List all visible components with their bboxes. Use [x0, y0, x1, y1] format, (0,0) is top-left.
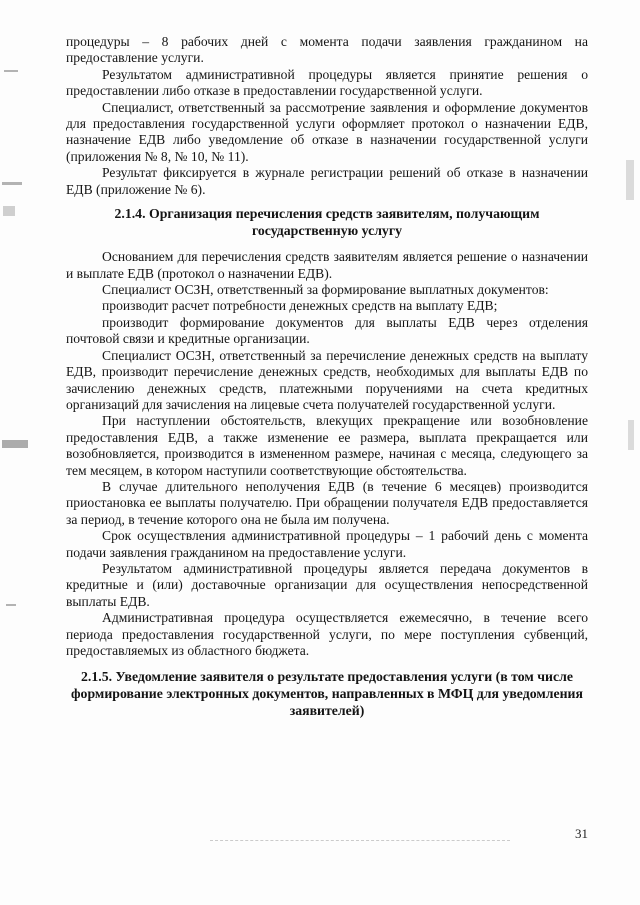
- paragraph: При наступлении обстоятельств, влекущих прекращение или возобновление предоставления ЕДВ, а также изменение ее размера, выплата прекращается или возобновляется, производится в измененном размере, начиная с месяца, следующего за тем месяцем, в котором наступили соответствующие обстоятельства.: [66, 413, 588, 478]
- scan-artifact: [2, 182, 22, 185]
- scan-artifact: [626, 160, 634, 200]
- scan-artifact: [4, 70, 18, 72]
- paragraph: производит формирование документов для выплаты ЕДВ через отделения почтовой связи и кредитные организации.: [66, 314, 588, 347]
- paragraph: Срок осуществления административной процедуры – 1 рабочий день с момента подачи заявления гражданином на предоставление услуги.: [66, 528, 588, 560]
- scan-artifact: [3, 206, 15, 216]
- paragraph: Специалист ОСЗН, ответственный за перечисление денежных средств на выплату ЕДВ, производит перечисление денежных средств, необходимых для выплаты ЕДВ по зачислению денежных средств, платежными поручениями на счета кредитных организаций для зачисления на лицевые счета получателей государственной услуги.: [66, 347, 588, 412]
- paragraph: Результатом административной процедуры является принятие решения о предоставлении либо отказе в предоставлении государственной услуги.: [66, 66, 588, 99]
- section-heading-2-1-5: 2.1.5. Уведомление заявителя о результате предоставления услуги (в том числе формирование электронных документов, направленных в МФЦ для уведомления заявителей): [71, 669, 583, 718]
- paragraph: Результатом административной процедуры является передача документов в кредитные и (или) доставочные организации для осуществления непосредственной выплаты ЕДВ.: [66, 560, 588, 609]
- scan-artifact: [6, 604, 16, 606]
- scan-artifact: [210, 840, 510, 842]
- scan-artifact: [2, 440, 28, 448]
- paragraph: Специалист, ответственный за рассмотрение заявления и оформление документов для предоставления государственной услуги оформляет протокол о назначении ЕДВ, назначение ЕДВ либо уведомление об отказе в назначении государственной услуги (приложения № 8, № 10, № 11).: [66, 99, 588, 164]
- paragraph: Специалист ОСЗН, ответственный за формирование выплатных документов:: [102, 282, 549, 298]
- page-number: 31: [575, 826, 588, 841]
- scan-artifact: [628, 420, 634, 450]
- paragraph: процедуры – 8 рабочих дней с момента подачи заявления гражданином на предоставление услуги.: [66, 34, 588, 66]
- paragraph: Результат фиксируется в журнале регистрации решений об отказе в назначении ЕДВ (приложение № 6).: [66, 165, 588, 197]
- paragraph: Административная процедура осуществляется ежемесячно, в течение всего периода предоставления государственной услуги, по мере поступления субвенций, предоставляемых из областного бюджета.: [66, 610, 588, 658]
- paragraph: Основанием для перечисления средств заявителям является решение о назначении и выплате ЕДВ (протокол о назначении ЕДВ).: [66, 249, 588, 281]
- document-body: [66, 34, 588, 729]
- section-heading-2-1-4: 2.1.4. Организация перечисления средств заявителям, получающим государственную услугу: [114, 206, 540, 238]
- paragraph: В случае длительного неполучения ЕДВ (в течение 6 месяцев) производится приостановка ее выплаты получателю. При обращении получателя ЕДВ предоставляется за период, в течение которого она не была им получена.: [66, 478, 588, 527]
- paragraph: производит расчет потребности денежных средств на выплату ЕДВ;: [102, 298, 498, 314]
